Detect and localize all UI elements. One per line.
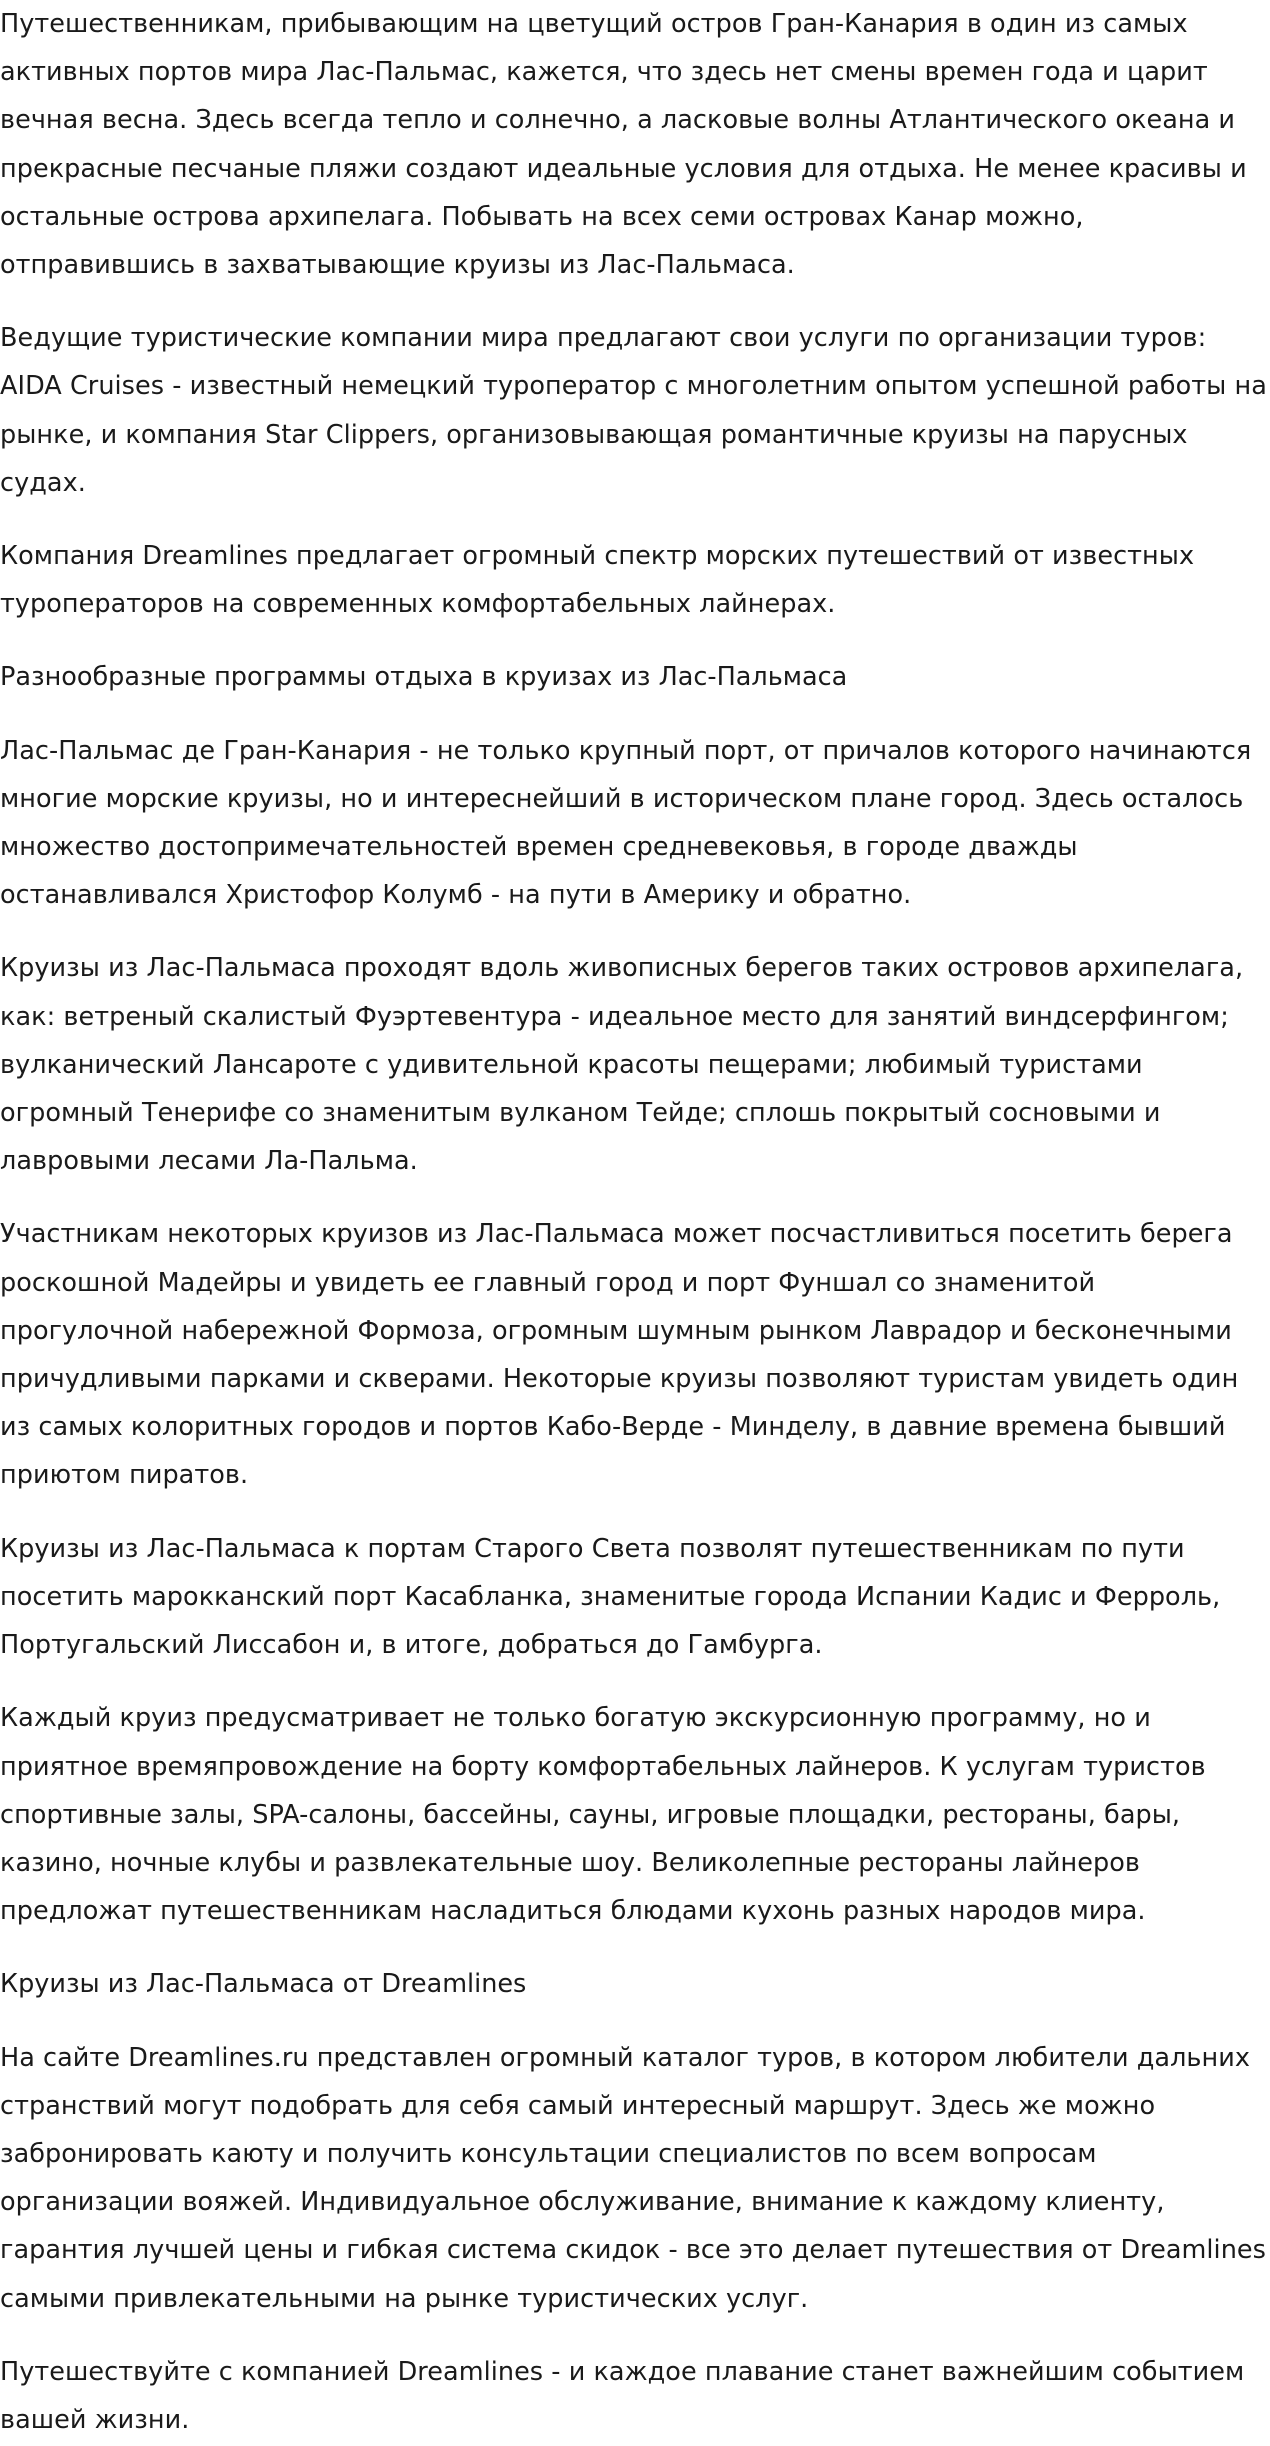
onboard-amenities-paragraph: Каждый круиз предусматривает не только богатую экскурсионную программу, но и приятное времяпровождение на борту комфортабельных лайнеров. К услугам туристов спортивные залы, SPA-салоны, бассейны, сауны, игровые площадки, рестораны, бары, казино, ночные клубы и развлекательные шоу. Великолепные рестораны лайнеров предложат путешественникам насладиться блюдами кухонь разных народов мира. [0, 1703, 1206, 1927]
dreamlines-offer-paragraph: Компания Dreamlines предлагает огромный спектр морских путешествий от известных туроператоров на современных комфортабельных лайнерах. [0, 541, 1195, 620]
tour-companies-paragraph: Ведущие туристические компании мира предлагают свои услуги по организации туров: AIDA Cruises - известный немецкий туроператор с многолетним опытом успешной работы на рынке, и компания Star Clippers, организовывающая романтичные круизы на парусных судах. [0, 323, 1267, 498]
closing-paragraph: Путешествуйте с компанией Dreamlines - и каждое плавание станет важнейшим событием вашей жизни. [0, 2356, 1245, 2435]
madeira-cabo-verde-paragraph: Участникам некоторых круизов из Лас-Пальмаса может посчастливиться посетить берега роскошной Мадейры и увидеть ее главный город и порт Фуншал со знаменитой прогулочной набережной Формоза, огромным шумным рынком Лаврадор и бесконечными причудливыми парками и скверами. Некоторые круизы позволяют туристам увидеть один из самых колоритных городов и портов Кабо-Верде - Минделу, в давние времена бывший приютом пиратов. [0, 1219, 1239, 1491]
section-heading-dreamlines: Круизы из Лас-Пальмаса от Dreamlines [0, 1969, 527, 2000]
old-world-ports-paragraph: Круизы из Лас-Пальмаса к портам Старого Света позволят путешественникам по пути посетить марокканский порт Касабланка, знаменитые города Испании Кадис и Ферроль, Португальский Лиссабон и, в итоге, добраться до Гамбурга. [0, 1533, 1221, 1661]
intro-paragraph: Путешественникам, прибывающим на цветущий остров Гран-Канария в один из самых активных портов мира Лас-Пальмас, кажется, что здесь нет смены времен года и царит вечная весна. Здесь всегда тепло и солнечно, а ласковые волны Атлантического океана и прекрасные песчаные пляжи создают идеальные условия для отдыха. Не менее красивы и остальные острова архипелага. Побывать на всех семи островах Канар можно, отправившись в захватывающие круизы из Лас-Пальмаса. [0, 9, 1247, 281]
dreamlines-catalog-paragraph: На сайте Dreamlines.ru представлен огромный каталог туров, в котором любители дальних странствий могут подобрать для себя самый интересный маршрут. Здесь же можно забронировать каюту и получить консультации специалистов по всем вопросам организации вояжей. Индивидуальное обслуживание, внимание к каждому клиенту, гарантия лучшей цены и гибкая система скидок - все это делает путешествия от Dreamlines самыми привлекательными на рынке туристических услуг. [0, 2042, 1266, 2314]
section-heading-programs: Разнообразные программы отдыха в круизах из Лас-Пальмаса [0, 662, 848, 693]
las-palmas-history-paragraph: Лас-Пальмас де Гран-Канария - не только крупный порт, от причалов которого начинаются многие морские круизы, но и интереснейший в историческом плане город. Здесь осталось множество достопримечательностей времен средневековья, в городе дважды останавливался Христофор Колумб - на пути в Америку и обратно. [0, 735, 1252, 911]
islands-route-paragraph: Круизы из Лас-Пальмаса проходят вдоль живописных берегов таких островов архипелага, как: ветреный скалистый Фуэртевентура - идеальное место для занятий виндсерфингом; вулканический Лансароте с удивительной красоты пещерами; любимый туристами огромный Тенерифе со знаменитым вулканом Тейде; сплошь покрытый сосновыми и лавровыми лесами Ла-Пальма. [0, 953, 1244, 1177]
